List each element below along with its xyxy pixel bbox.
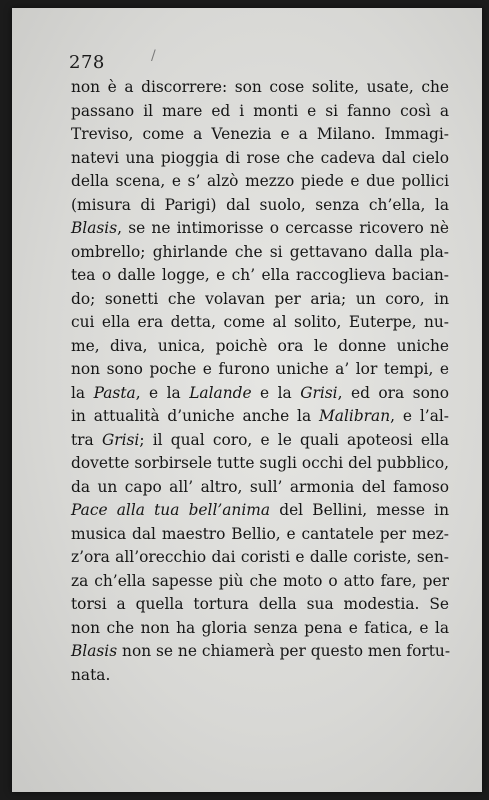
italic-name: Pace alla tua bell’anima — [71, 501, 271, 519]
text-line — [71, 217, 449, 241]
italic-name: Lalande — [189, 383, 252, 402]
text-segment: za ch’ella sapesse più che moto o atto fare, per — [71, 571, 449, 590]
text-line — [71, 452, 449, 476]
text-line — [71, 335, 449, 359]
text-segment: la — [71, 383, 94, 402]
text-segment: , e la — [135, 383, 190, 402]
text-line — [71, 358, 449, 382]
body-text — [71, 76, 449, 687]
text-segment: tea o dalle logge, e ch’ ella raccoglieva bacian- — [71, 266, 449, 284]
italic-name: Malibran — [319, 407, 391, 425]
text-line — [71, 170, 449, 194]
text-segment: natevi una pioggia di rose che cadeva dal cielo — [71, 148, 449, 167]
text-line — [71, 194, 449, 218]
text-segment: cui ella era detta, come al solito, Euterpe, nu- — [71, 313, 449, 331]
text-line — [71, 241, 449, 265]
text-segment: dovette sorbirsele tutte sugli occhi del pubblico, — [71, 454, 449, 472]
text-line — [71, 499, 449, 523]
text-segment: , e l’al- — [390, 407, 450, 425]
text-segment: non è a discorrere: son cose solite, usate, che — [71, 78, 449, 96]
text-line — [71, 100, 449, 124]
text-segment: , se ne intimorisse o cercasse ricovero nè — [117, 219, 449, 237]
text-segment: passano il mare ed i monti e si fanno così a — [71, 101, 449, 120]
text-segment: non sono poche e furono uniche a’ lor tempi, e — [71, 360, 449, 378]
italic-name: Grisi — [101, 430, 140, 449]
text-segment: , ed ora sono — [337, 383, 450, 402]
text-line — [71, 405, 449, 429]
text-segment: del Bellini, messe in — [270, 501, 449, 519]
book-page — [12, 8, 482, 792]
text-line — [71, 523, 449, 547]
text-line — [71, 617, 449, 641]
text-line — [71, 76, 449, 100]
italic-name: Blasis — [71, 642, 118, 660]
text-line — [71, 546, 449, 570]
text-segment: ; il qual coro, e le quali apoteosi ella — [139, 430, 449, 449]
text-line — [71, 664, 449, 688]
text-segment: me, diva, unica, poichè ora le donne uniche — [71, 336, 449, 355]
text-segment: e la — [251, 383, 301, 402]
italic-name: Pasta — [93, 383, 136, 402]
text-segment: do; sonetti che volavan per aria; un coro, in — [71, 289, 449, 308]
text-line — [71, 570, 449, 594]
italic-name: Blasis — [71, 219, 118, 237]
text-segment: da un capo all’ altro, sull’ armonia del famoso — [71, 477, 449, 496]
text-segment: musica dal maestro Bellio, e cantatele per mez- — [71, 524, 449, 543]
text-segment: torsi a quella tortura della sua modestia. Se — [71, 595, 449, 613]
text-line — [71, 264, 449, 288]
text-segment: in attualità d’uniche anche la — [71, 407, 320, 425]
text-line — [71, 476, 449, 500]
page-number: 278 — [69, 52, 105, 73]
text-line — [71, 311, 449, 335]
text-segment: (misura di Parigi) dal suolo, senza ch’ella, la — [71, 195, 449, 214]
text-segment: Treviso, come a Venezia e a Milano. Immagi- — [71, 125, 449, 143]
text-segment: nata. — [71, 665, 111, 684]
text-segment: z’ora all’orecchio dai coristi e dalle coriste, sen- — [71, 548, 449, 566]
text-line — [71, 382, 449, 406]
italic-name: Grisi — [300, 383, 338, 402]
text-segment: tra — [71, 430, 102, 449]
text-line — [71, 123, 449, 147]
text-line — [71, 593, 449, 617]
text-segment: della scena, e s’ alzò mezzo piede e due pollici — [71, 172, 449, 190]
text-segment: non che non ha gloria senza pena e fatica, e la — [71, 618, 449, 637]
text-line — [71, 147, 449, 171]
text-line — [71, 429, 449, 453]
text-segment: non se ne chiamerà per questo men fortu- — [117, 642, 451, 660]
text-segment: ombrello; ghirlande che si gettavano dalla pla- — [71, 242, 449, 261]
text-line — [71, 640, 449, 664]
text-line — [71, 288, 449, 312]
margin-pencil-mark: / — [151, 48, 156, 64]
